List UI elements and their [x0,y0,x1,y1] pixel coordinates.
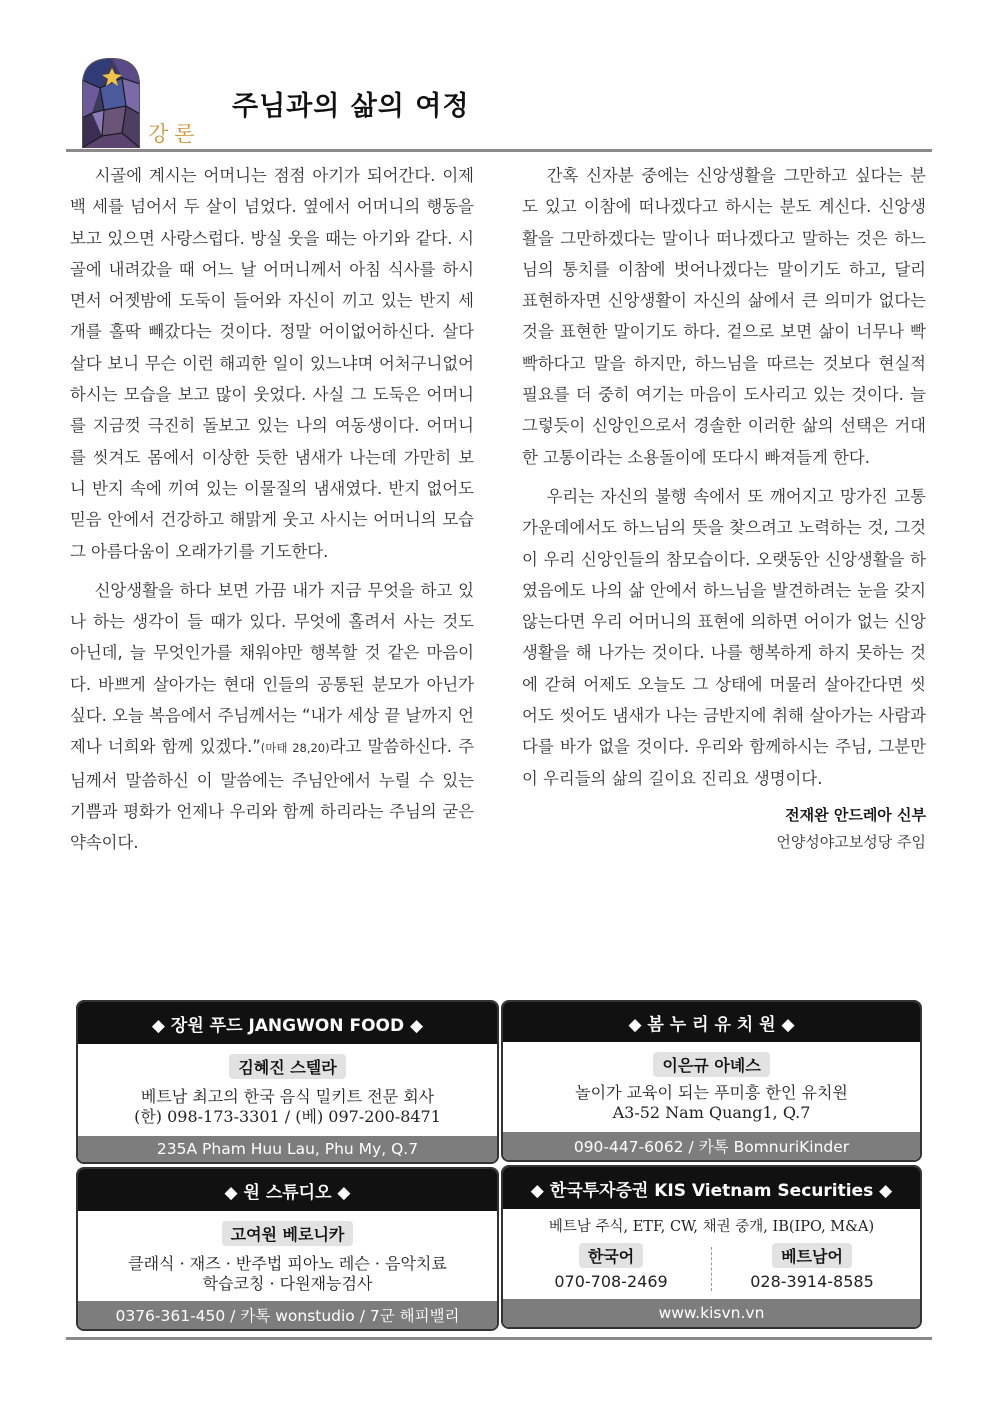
ad-won-line2: 학습코칭 · 다원재능검사 [202,1274,373,1293]
ad-jangwon-contact: 김혜진 스텔라 [229,1054,345,1079]
author-name: 전재완 안드레아 신부 [785,805,926,824]
bible-reference: (마태 28,20) [260,741,330,756]
ad-kis-vietnamese [712,1243,912,1291]
ad-won-title: ◆ 원 스튜디오 ◆ [78,1169,497,1211]
ad-jangwon-line2: (한) 098-173-3301 / (베) 097-200-8471 [134,1107,441,1126]
ad-kis-securities[interactable] [501,1165,922,1329]
ad-jangwon-line1: 베트남 최고의 한국 음식 밀키트 전문 회사 [140,1087,435,1106]
header-divider [66,149,932,152]
ad-kis-services: 베트남 주식, ETF, CW, 채권 중개, IB(IPO, M&A) [548,1219,875,1235]
ad-jangwon-title: ◆ 장원 푸드 JANGWON FOOD ◆ [78,1002,497,1044]
page-title: 주님과의 삶의 여정 [232,91,470,122]
section-label: 강론 [148,122,201,146]
ad-bomnuri-phone: 090-447-6062 / 카톡 BomnuriKinder [503,1132,920,1160]
paragraph-2 [70,575,474,859]
paragraph-1: 시골에 계시는 어머니는 점점 아기가 되어간다. 이제 백 세를 넘어서 두 살이 넘었다. 옆에서 어머니의 행동을 보고 있으면 사랑스럽다. 방실 웃을 때는 아기와 같다. 시골에 내려갔을 때 어느 날 어머니께서 아침 식사를 하시면서 어젯밤에 도둑이 들어와 자신이 끼고 있는 반지 세 개를 홀딱 빼갔다는 것이다. 정말 어이없어하신다. 살다 살다 보니 무슨 이런 해괴한 일이 있느냐며 어처구니없어하시는 모습을 보고 많이 웃었다. 사실 그 도둑은 어머니를 지금껏 극진히 돌보고 있는 나의 여동생이다. 어머니를 씻겨도 몸에서 이상한 듯한 냄새가 나는데 가만히 보니 반지 속에 끼여 있는 이물질의 냄새였다. 반지 없어도 믿음 안에서 건강하고 해맑게 웃고 사시는 어머니의 모습 그 아름다움이 오래가기를 기도한다. [70,166,474,561]
ad-kis-vietnamese-phone: 028-3914-8585 [750,1272,874,1291]
article-left-column [70,160,474,867]
ad-kis-vietnamese-label: 베트남어 [772,1243,852,1268]
ad-kis-korean [511,1243,711,1291]
stained-glass-logo [82,58,140,148]
ad-kis-korean-label: 한국어 [579,1243,643,1268]
ad-won-contact-info: 0376-361-450 / 카톡 wonstudio / 7군 해피밸리 [78,1301,497,1329]
paragraph-2-text-b: 라고 말씀하신다. 주님께서 말씀하신 이 말씀에는 주님안에서 누릴 수 있는 기쁨과 평화가 언제나 우리와 함께 하리라는 주님의 굳은 약속이다. [70,737,474,853]
ad-kis-website[interactable]: www.kisvn.vn [503,1299,920,1327]
paragraph-3: 간혹 신자분 중에는 신앙생활을 그만하고 싶다는 분도 있고 이참에 떠나겠다고 하시는 분도 계신다. 신앙생활을 그만하겠다는 말이나 떠나겠다고 말하는 것은 하느님의 통치를 이참에 벗어나겠다는 말이기도 하고, 달리 표현하자면 신앙생활이 자신의 삶에서 큰 의미가 없다는 것을 표현한 말이기도 하다. 겉으로 보면 삶이 너무나 빡빡하다고 말을 하지만, 하느님을 따르는 것보다 현실적 필요를 더 중히 여기는 마음이 도사리고 있는 것이다. 늘 그렇듯이 신앙인으로서 경솔한 이러한 삶의 선택은 거대한 고통이라는 소용돌이에 또다시 빠져들게 한다. [522,166,926,467]
ad-bomnuri-kindergarten[interactable] [501,1000,922,1162]
footer-divider [66,1337,932,1340]
ad-bomnuri-line2: A3-52 Nam Quang1, Q.7 [612,1103,811,1122]
ad-bomnuri-contact: 이은규 아녜스 [653,1052,769,1077]
ad-won-contact: 고여원 베로니카 [222,1221,354,1246]
ad-won-line1: 클래식 · 재즈 · 반주법 피아노 레슨 · 음악치료 [128,1254,447,1273]
ad-bomnuri-title: ◆ 봄 누 리 유 치 원 ◆ [503,1002,920,1042]
paragraph-4: 우리는 자신의 불행 속에서 또 깨어지고 망가진 고통 가운데에서도 하느님의 뜻을 찾으려고 노력하는 것, 그것이 우리 신앙인들의 참모습이다. 오랫동안 신앙생활을 하였음에도 나의 삶 안에서 하느님을 발견하려는 눈을 갖지 않는다면 우리 어머니의 표현에 의하면 어이가 없는 신앙생활을 해 나가는 것이다. 나를 행복하게 하지 못하는 것에 갇혀 어제도 오늘도 그 상태에 머물러 살아간다면 씻어도 씻어도 냄새가 나는 금반지에 취해 살아가는 사람과 다를 바가 없을 것이다. 우리와 함께하시는 주님, 그분만이 우리들의 삶의 길이요 진리요 생명이다. [522,486,926,788]
ad-bomnuri-line1: 놀이가 교육이 되는 푸미흥 한인 유치원 [575,1083,848,1102]
ad-jangwon-food[interactable] [76,1000,499,1164]
paragraph-2-text-a: 신앙생활을 하다 보면 가끔 내가 지금 무엇을 하고 있나 하는 생각이 들 때가 있다. 무엇에 홀려서 사는 것도 아닌데, 늘 무엇인가를 채워야만 행복할 것 같은 마음이다. 바쁘게 살아가는 현대 인들의 공통된 분모가 아닌가 싶다. 오늘 복음에서 주님께서는 “내가 세상 끝 날까지 언제나 너희와 함께 있겠다.” [70,580,474,757]
author-affiliation: 언양성야고보성당 주임 [776,832,926,851]
article-right-column [522,160,926,856]
ad-kis-title: ◆ 한국투자증권 KIS Vietnam Securities ◆ [503,1167,920,1209]
ad-jangwon-address: 235A Pham Huu Lau, Phu My, Q.7 [78,1136,497,1162]
ad-won-studio[interactable] [76,1167,499,1331]
ad-kis-korean-phone: 070-708-2469 [554,1272,668,1291]
